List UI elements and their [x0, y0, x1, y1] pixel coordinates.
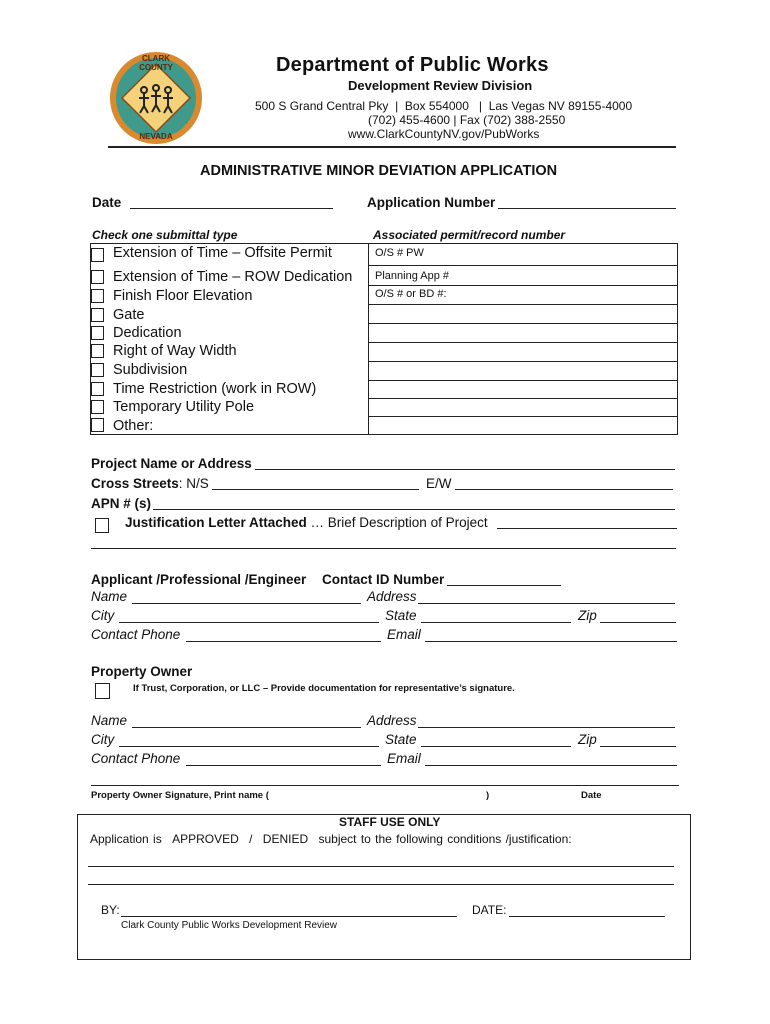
applicant-phone-field[interactable]	[186, 641, 381, 642]
application-is-label: Application is	[90, 832, 162, 846]
approved-option[interactable]: APPROVED	[172, 832, 239, 846]
owner-address-label: Address	[367, 713, 417, 728]
applicant-state-field[interactable]	[421, 622, 571, 623]
checkbox-option[interactable]	[91, 308, 104, 322]
owner-name-field[interactable]	[132, 727, 361, 728]
checkbox-option[interactable]	[91, 382, 104, 396]
denied-option[interactable]: DENIED	[262, 832, 309, 846]
justification-label: Justification Letter Attached	[125, 515, 307, 530]
owner-date-label: Date	[581, 790, 602, 801]
checkbox-option[interactable]	[91, 400, 104, 414]
justification-row	[125, 515, 488, 530]
owner-zip-field[interactable]	[600, 746, 676, 747]
county-logo	[108, 50, 204, 146]
app-number-label: Application Number	[367, 195, 496, 210]
owner-phone-label: Contact Phone	[91, 751, 181, 766]
cross-streets-row	[91, 476, 209, 491]
review-label: Clark County Public Works Development Review	[121, 920, 338, 931]
contact-id-label: Contact ID Number	[322, 572, 445, 587]
option-label: Finish Floor Elevation	[113, 288, 253, 304]
logo-top-text: CLARK COUNTY	[139, 54, 173, 72]
assoc-permit-label: Associated permit/record number	[373, 228, 566, 242]
apn-label: APN # (s)	[91, 496, 152, 511]
checkbox-option[interactable]	[91, 326, 104, 340]
applicant-state-label: State	[385, 608, 417, 623]
checkbox-option[interactable]	[91, 289, 104, 303]
project-name-field[interactable]	[255, 469, 675, 470]
website-link[interactable]: www.ClarkCountyNV.gov/PubWorks	[348, 127, 540, 141]
option-label: Subdivision	[113, 362, 188, 378]
record-hint: O/S # or BD #:	[375, 288, 447, 300]
decision-slash: /	[249, 832, 253, 846]
table-row-line	[368, 323, 678, 324]
owner-email-field[interactable]	[425, 765, 677, 766]
by-label: BY:	[101, 903, 120, 917]
owner-signature-field[interactable]	[91, 785, 679, 786]
by-field[interactable]	[121, 916, 457, 917]
option-label: Extension of Time – Offsite Permit	[113, 245, 332, 261]
applicant-email-label: Email	[387, 627, 421, 642]
owner-heading: Property Owner	[91, 664, 193, 679]
checkbox-option[interactable]	[91, 363, 104, 377]
table-row-line	[368, 361, 678, 362]
owner-city-field[interactable]	[119, 746, 379, 747]
applicant-phone-label: Contact Phone	[91, 627, 181, 642]
owner-signature-label: Property Owner Signature, Print name (	[91, 790, 269, 801]
table-row-line	[368, 265, 678, 266]
conditions-field[interactable]	[88, 866, 674, 867]
checkbox-option[interactable]	[91, 270, 104, 284]
trust-note: If Trust, Corporation, or LLC – Provide documentation for representative’s signature.	[133, 683, 515, 694]
table-divider	[368, 243, 369, 435]
address-line: 500 S Grand Central Pky | Box 554000 | Las Vegas NV 89155-4000	[255, 99, 633, 113]
header-rule	[108, 146, 676, 148]
applicant-email-field[interactable]	[425, 641, 677, 642]
project-name-label: Project Name or Address	[91, 456, 252, 471]
record-hint: O/S # PW	[375, 247, 424, 259]
option-label: Right of Way Width	[113, 343, 237, 359]
ew-label: E/W	[426, 476, 452, 491]
date-field[interactable]	[130, 208, 333, 209]
staff-decision-row	[90, 832, 572, 846]
applicant-address-field[interactable]	[418, 603, 675, 604]
owner-name-label: Name	[91, 713, 128, 728]
conditions-label: subject to the following conditions /justification:	[318, 832, 572, 846]
checkbox-option[interactable]	[91, 248, 104, 262]
table-row-line	[368, 380, 678, 381]
check-type-label: Check one submittal type	[92, 228, 238, 242]
contact-id-field[interactable]	[447, 585, 561, 586]
staff-heading: STAFF USE ONLY	[339, 815, 441, 829]
table-row-line	[368, 304, 678, 305]
option-label: Other:	[113, 418, 154, 434]
trust-checkbox[interactable]	[95, 683, 110, 699]
owner-address-field[interactable]	[418, 727, 675, 728]
table-row-line	[368, 342, 678, 343]
phone-line: (702) 455-4600 | Fax (702) 388-2550	[368, 113, 566, 127]
table-row-line	[368, 416, 678, 417]
checkbox-option[interactable]	[91, 344, 104, 358]
owner-zip-label: Zip	[578, 732, 597, 747]
justification-checkbox[interactable]	[95, 518, 109, 533]
cross-ns-prefix: : N/S	[178, 476, 209, 491]
app-number-field[interactable]	[498, 208, 676, 209]
department-title: Department of Public Works	[276, 54, 549, 76]
applicant-zip-label: Zip	[578, 608, 597, 623]
justification-desc: … Brief Description of Project	[306, 515, 488, 530]
option-label: Gate	[113, 307, 145, 323]
checkbox-option[interactable]	[91, 418, 104, 432]
option-label: Extension of Time – ROW Dedication	[113, 269, 353, 285]
cross-streets-label: Cross Streets	[91, 476, 179, 491]
applicant-zip-field[interactable]	[600, 622, 676, 623]
applicant-city-field[interactable]	[119, 622, 379, 623]
date-label: Date	[92, 195, 122, 210]
ew-field[interactable]	[455, 489, 673, 490]
table-row-line	[368, 398, 678, 399]
logo-bottom-text: NEVADA	[139, 132, 173, 141]
conditions-field-2[interactable]	[88, 884, 674, 885]
description-field-2[interactable]	[91, 548, 676, 549]
description-field[interactable]	[497, 528, 677, 529]
applicant-name-field[interactable]	[132, 603, 361, 604]
applicant-address-label: Address	[367, 589, 417, 604]
apn-field[interactable]	[153, 509, 675, 510]
applicant-name-label: Name	[91, 589, 128, 604]
owner-city-label: City	[91, 732, 115, 747]
division-title: Development Review Division	[348, 78, 533, 93]
applicant-city-label: City	[91, 608, 115, 623]
record-hint: Planning App #	[375, 270, 450, 282]
option-label: Time Restriction (work in ROW)	[113, 381, 317, 397]
form-title: ADMINISTRATIVE MINOR DEVIATION APPLICATION	[200, 163, 558, 179]
owner-state-field[interactable]	[421, 746, 571, 747]
applicant-heading: Applicant /Professional /Engineer	[91, 572, 307, 587]
owner-state-label: State	[385, 732, 417, 747]
staff-date-label: DATE:	[472, 903, 507, 917]
staff-date-field[interactable]	[509, 916, 665, 917]
ns-field[interactable]	[212, 489, 419, 490]
owner-signature-close: )	[486, 790, 490, 801]
owner-email-label: Email	[387, 751, 421, 766]
owner-phone-field[interactable]	[186, 765, 381, 766]
option-label: Temporary Utility Pole	[113, 399, 255, 415]
table-row-line	[368, 285, 678, 286]
option-label: Dedication	[113, 325, 182, 341]
